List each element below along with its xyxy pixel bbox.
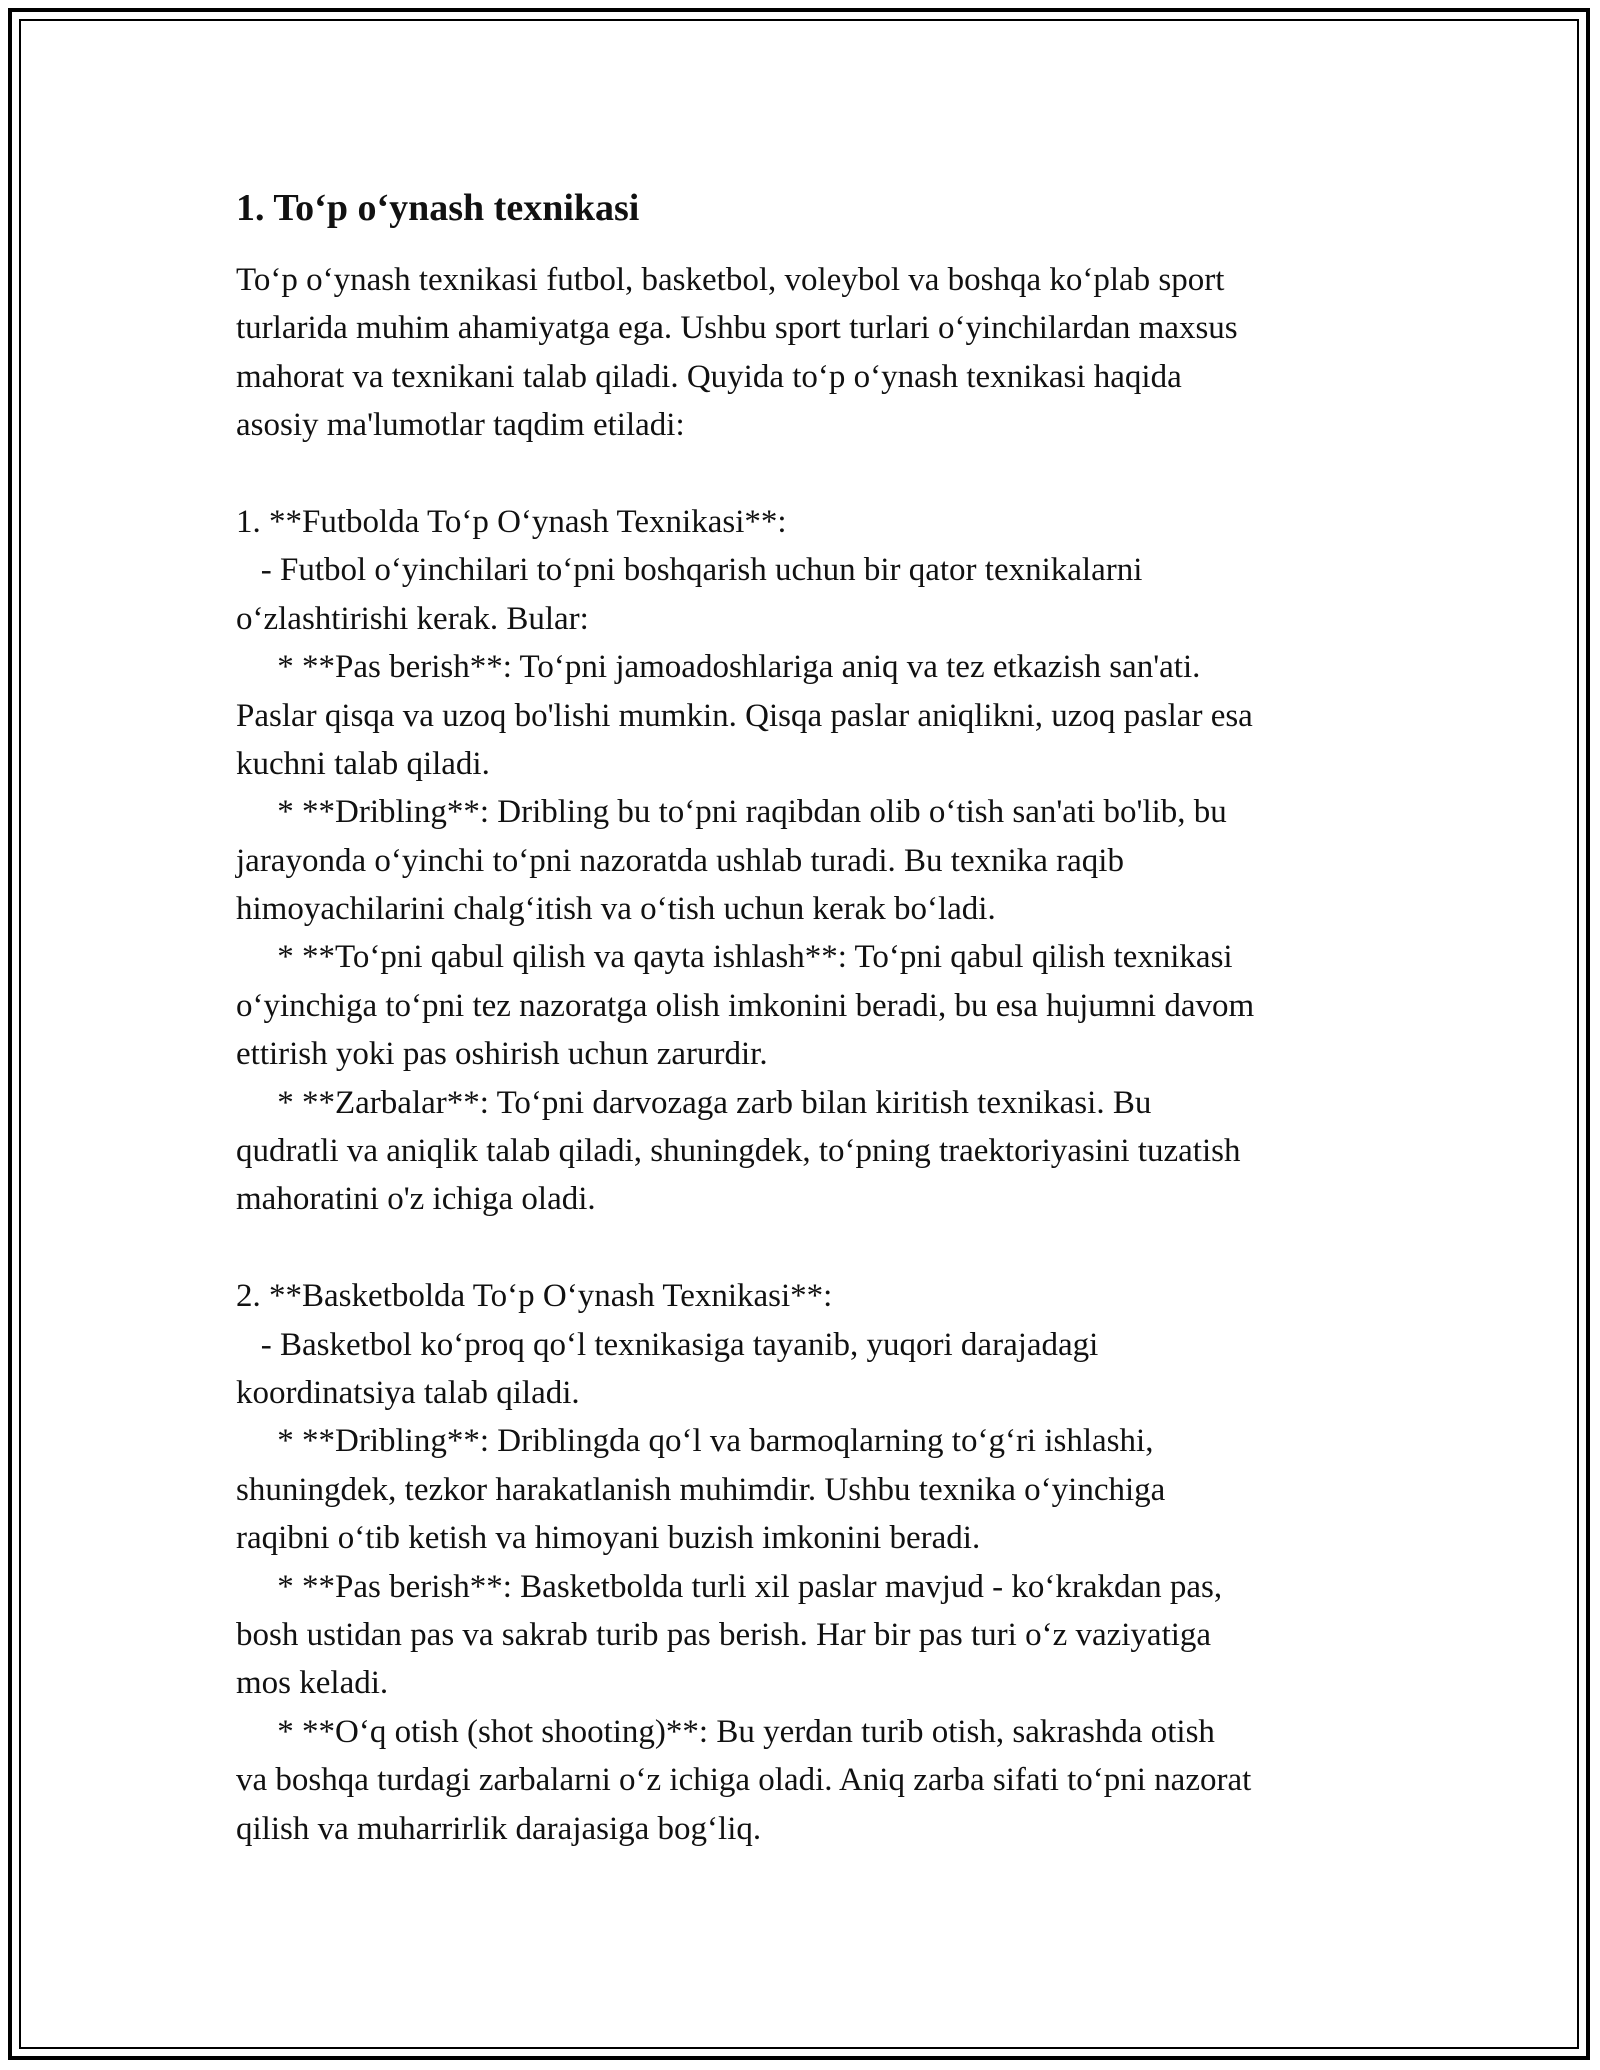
text-line: asosiy ma'lumotlar taqdim etiladi: [236,407,685,444]
text-line: * **Pas berish**: Basketbolda turli xil paslar mavjud - ko‘krakdan pas, [236,1568,1223,1605]
text-line: - Futbol o‘yinchilari to‘pni boshqarish uchun bir qator texnikalarni [236,552,1143,589]
text-line: * **Dribling**: Dribling bu to‘pni raqibdan olib o‘tish san'ati bo'lib, bu [236,794,1227,831]
text-line: * **To‘pni qabul qilish va qayta ishlash**: To‘pni qabul qilish texnikasi [236,939,1233,976]
text-line: 2. **Basketbolda To‘p O‘ynash Texnikasi**: [236,1278,833,1315]
text-line: qudratli va aniqlik talab qiladi, shuningdek, to‘pning traektoriyasini tuzatish [236,1133,1241,1170]
text-line: o‘zlashtirishi kerak. Bular: [236,600,589,637]
football-section [236,498,1366,1224]
paragraph-gap [236,450,1366,498]
document-body [236,184,1366,1853]
text-line: ettirish yoki pas oshirish uchun zarurdir. [236,1036,768,1073]
text-line: va boshqa turdagi zarbalarni o‘z ichiga oladi. Aniq zarba sifati to‘pni nazorat [236,1762,1252,1799]
text-line: To‘p o‘ynash texnikasi futbol, basketbol, voleybol va boshqa ko‘plab sport [236,262,1225,298]
text-line: raqibni o‘tib ketish va himoyani buzish imkonini beradi. [236,1520,981,1557]
text-line: shuningdek, tezkor harakatlanish muhimdir. Ushbu texnika o‘yinchiga [236,1471,1166,1508]
text-line: * **Pas berish**: To‘pni jamoadoshlariga aniq va tez etkazish san'ati. [236,649,1201,686]
text-line: himoyachilarini chalg‘itish va o‘tish uchun kerak bo‘ladi. [236,891,996,928]
text-line: Paslar qisqa va uzoq bo'lishi mumkin. Qisqa paslar aniqlikni, uzoq paslar esa [236,697,1253,734]
text-line: 1. **Futbolda To‘p O‘ynash Texnikasi**: [236,503,787,540]
text-line: qilish va muharrirlik darajasiga bog‘liq. [236,1810,762,1847]
text-line: bosh ustidan pas va sakrab turib pas berish. Har bir pas turi o‘z vaziyatiga [236,1616,1212,1653]
text-line: turlarida muhim ahamiyatga ega. Ushbu sport turlari o‘yinchilardan maxsus [236,310,1238,347]
text-line: jarayonda o‘yinchi to‘pni nazoratda ushlab turadi. Bu texnika raqib [236,842,1124,879]
text-line: * **O‘q otish (shot shooting)**: Bu yerdan turib otish, sakrashda otish [236,1713,1215,1750]
section-heading: 1. To‘p o‘ynash texnikasi [236,187,640,229]
text-line: o‘yinchiga to‘pni tez nazoratga olish imkonini beradi, bu esa hujumni davom [236,987,1255,1024]
text-line: * **Zarbalar**: To‘pni darvozaga zarb bilan kiritish texnikasi. Bu [236,1084,1152,1121]
text-line: koordinatsiya talab qiladi. [236,1374,580,1411]
basketball-section [236,1272,1366,1853]
text-line: * **Dribling**: Driblingda qo‘l va barmoqlarning to‘g‘ri ishlashi, [236,1423,1154,1460]
paragraph-gap [236,1224,1366,1272]
text-line: mahorat va texnikani talab qiladi. Quyida to‘p o‘ynash texnikasi haqida [236,358,1182,395]
text-line: mahoratini o'z ichiga oladi. [236,1181,596,1218]
text-line: mos keladi. [236,1665,389,1702]
text-line: - Basketbol ko‘proq qo‘l texnikasiga tayanib, yuqori darajadagi [236,1326,1099,1363]
intro-paragraph [236,256,1366,450]
text-line: kuchni talab qiladi. [236,745,490,782]
